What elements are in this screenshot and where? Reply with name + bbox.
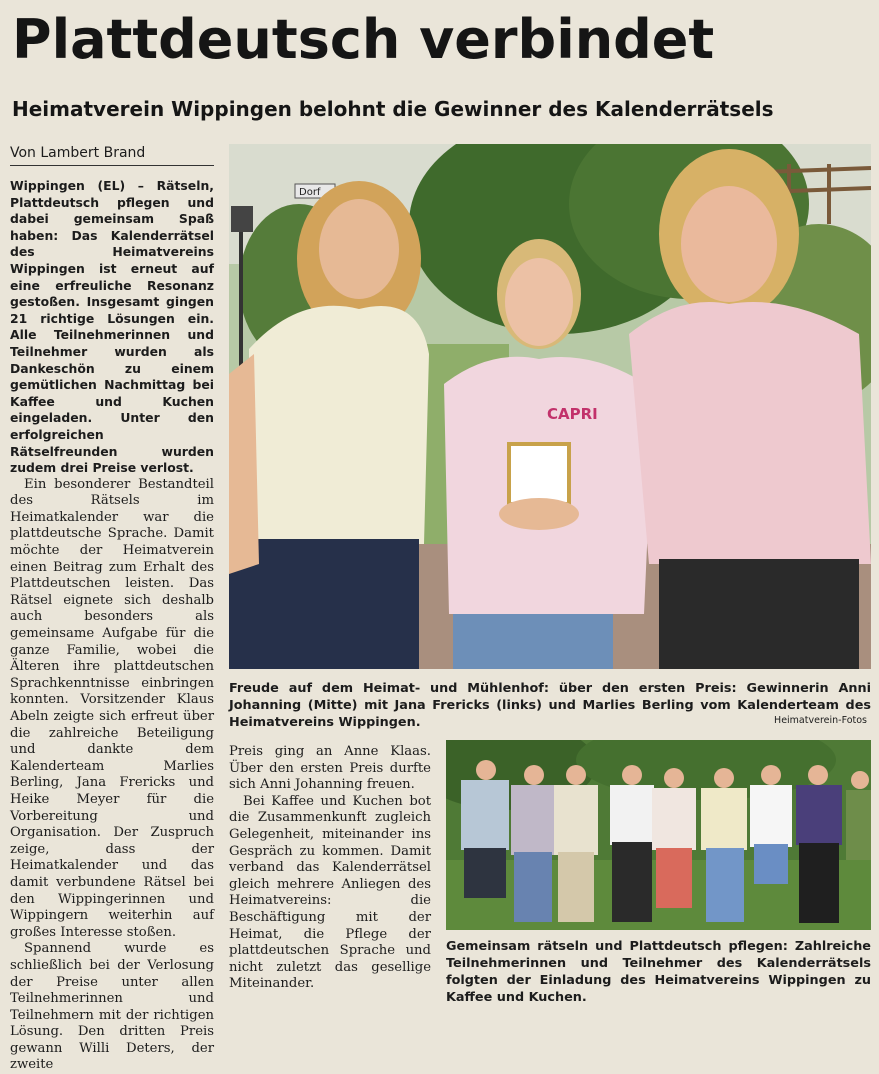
article-paragraph-3: Spannend wurde es schließlich bei der Verlosung der Preise unter allen Teilnehmerinnen und Teilnehmern mit der richtigen Lösung. Den dritten Preis gewann Willi Deters, der zweite xyxy=(10,941,214,1073)
photo-credit: Heimatverein-Fotos xyxy=(774,715,867,726)
article-headline: Plattdeutsch verbindet xyxy=(12,8,715,71)
village-sign-text: Dorf xyxy=(299,187,321,198)
article-paragraph-2: Ein besonderer Bestandteil des Rätsels im Heimatkalender war die plattdeutsche Sprache. Damit möchte der Heimatverein einen Beitrag zum Erhalt des Plattdeutschen leisten. Das Rätsel eignete sich deshalb auch besonders als gemeinsame Aufgabe für die ganze Familie, wobei die Älteren ihre plattdeutschen Sprachkenntnisse einbringen konnten. Vorsitzender Klaus Abeln zeigte sich erfreut über die zahlreiche Beteiligung und dankte dem Kalenderteam Marlies Berling, Jana Frericks und Heike Meyer für die Vorbereitung und Organisation. Der Zuspruch zeige, dass der Heimatkalender und das damit verbundene Rätsel bei den Wippingerinnen und Wippingern weiterhin auf großes Interesse stoßen. xyxy=(10,476,214,940)
article-lead: Wippingen (EL) – Rätseln, Plattdeutsch pflegen und dabei gemeinsam Spaß haben: Das Kalenderrätsel des Heimatvereins Wippingen ist erneut auf eine erfreuliche Resonanz gestoßen. Insgesamt gingen 21 richtige Lösungen ein. Alle Teilnehmerinnen und Teilnehmer wurden als Dankeschön zu einem gemütlichen Nachmittag bei Kaffee und Kuchen eingeladen. Unter den erfolgreichen Rätselfreunden wurden zudem drei Preise verlost. xyxy=(10,178,214,476)
photo-group-caption: Gemeinsam rätseln und Plattdeutsch pflegen: Zahlreiche Teilnehmerinnen und Teilnehmer des Kalenderrätsels folgten der Einladung des Heimatvereins Wippingen zu Kaffee und Kuchen. xyxy=(446,939,871,1005)
text-column-1 xyxy=(10,178,214,1074)
shirt-print-text: CAPRI xyxy=(547,405,598,423)
photo-prize-winners xyxy=(229,144,871,669)
article-byline: Von Lambert Brand xyxy=(10,145,214,166)
photo-prize-winners-caption: Freude auf dem Heimat- und Mühlenhof: über den ersten Preis: Gewinnerin Anni Johanning (Mitte) mit Jana Frericks (links) und Marlies Berling vom Kalenderteam des Heimatvereins Wippingen. xyxy=(229,681,871,730)
article-paragraph-3-continued: Preis ging an Anne Klaas. Über den ersten Preis durfte sich Anni Johanning freuen. xyxy=(229,744,431,793)
article-subheadline: Heimatverein Wippingen belohnt die Gewinner des Kalenderrätsels xyxy=(12,97,774,121)
article-paragraph-4: Bei Kaffee und Kuchen bot die Zusammenkunft zugleich Gelegenheit, miteinander ins Gespräch zu kommen. Damit verband das Kalenderrätsel gleich mehrere Anliegen des Heimatvereins: die Beschäftigung mit der Heimat, die Pflege der plattdeutschen Sprache und nicht zuletzt das gesellige Miteinander. xyxy=(229,793,431,992)
text-column-2 xyxy=(229,744,431,993)
photo-group-participants xyxy=(446,740,871,930)
